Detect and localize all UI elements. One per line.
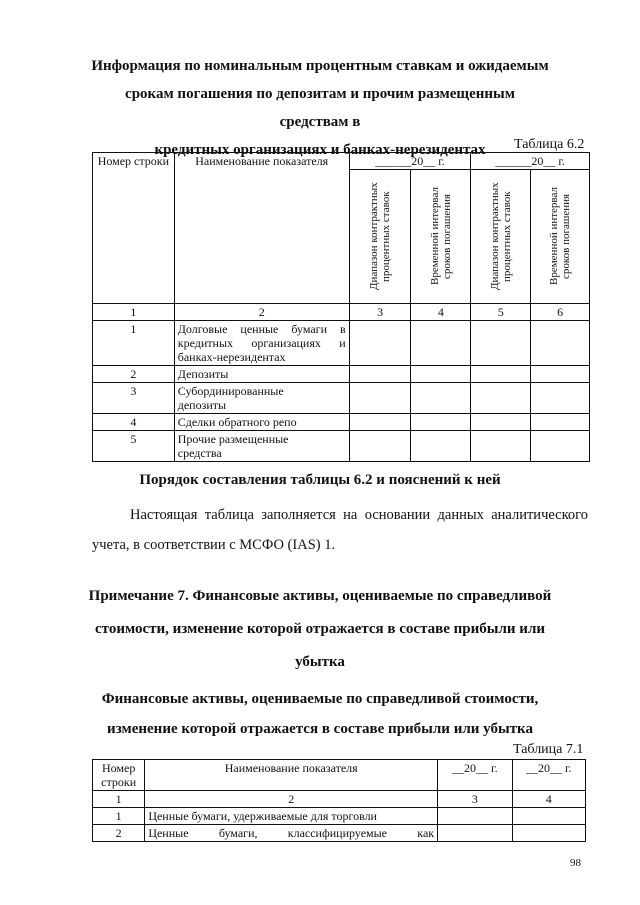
- row-name: Ценные бумаги, удерживаемые для торговли: [145, 808, 438, 825]
- header-year-1: __20__ г.: [438, 760, 512, 791]
- value-cell: [471, 383, 531, 414]
- value-cell: [349, 414, 411, 431]
- row-number: 4: [93, 414, 175, 431]
- row-number: 1: [93, 321, 175, 366]
- column-index-row: [93, 304, 590, 321]
- value-cell: [471, 431, 531, 462]
- title-line: срокам погашения по депозитам и прочим размещенным средствам в: [125, 86, 515, 130]
- column-index: 5: [471, 304, 531, 321]
- table-row: [93, 366, 590, 383]
- value-cell: [411, 414, 471, 431]
- header-rate-range-1: Диапазон контрактных процентных ставок: [349, 170, 411, 304]
- value-cell: [531, 431, 590, 462]
- title-line: Финансовые активы, оцениваемые по справедливой стоимости,: [101, 691, 539, 707]
- table-6-2-label: Таблица 6.2: [514, 137, 585, 152]
- header-indicator-name: Наименование показателя: [145, 760, 438, 791]
- table-row: [93, 431, 590, 462]
- table-row: [93, 383, 590, 414]
- body-paragraph-line: учета, в соответствии с МСФО (IAS) 1.: [92, 537, 336, 553]
- title-line: изменение которой отражается в составе прибыли или убытка: [107, 721, 533, 737]
- header-year-2: __20__ г.: [512, 760, 585, 791]
- note-7-title: [80, 580, 560, 679]
- header-year-2: ______20__ г.: [471, 153, 590, 170]
- row-number: 2: [93, 366, 175, 383]
- column-index: 3: [349, 304, 411, 321]
- body-paragraph-line: Настоящая таблица заполняется на основании данных аналитического: [130, 507, 588, 523]
- value-cell: [471, 366, 531, 383]
- header-row-number: Номер строки: [93, 153, 175, 304]
- row-number: 3: [93, 383, 175, 414]
- table-6-2-title: [90, 52, 550, 164]
- column-index: 1: [93, 304, 175, 321]
- value-cell: [531, 321, 590, 366]
- page-number: 98: [570, 857, 581, 869]
- row-name: Субординированные депозиты: [174, 383, 349, 414]
- value-cell: [349, 431, 411, 462]
- value-cell: [438, 825, 512, 842]
- value-cell: [531, 383, 590, 414]
- row-name: Ценные бумаги, классифицируемые как: [145, 825, 438, 842]
- row-name: Долговые ценные бумаги в кредитных организациях и банках-нерезидентах: [174, 321, 349, 366]
- value-cell: [349, 383, 411, 414]
- value-cell: [512, 825, 585, 842]
- column-index: 4: [411, 304, 471, 321]
- title-line: стоимости, изменение которой отражается в составе прибыли или: [94, 621, 545, 637]
- title-line: Примечание 7. Финансовые активы, оцениваемые по справедливой: [88, 588, 552, 604]
- table-6-2: [92, 152, 590, 462]
- value-cell: [411, 431, 471, 462]
- column-index: 6: [531, 304, 590, 321]
- column-index-row: [93, 791, 586, 808]
- header-maturity-interval-2: Временной интервал сроков погашения: [531, 170, 590, 304]
- table-7-1-label: Таблица 7.1: [513, 742, 584, 757]
- row-number: 1: [93, 808, 145, 825]
- value-cell: [512, 808, 585, 825]
- value-cell: [411, 366, 471, 383]
- header-year-1: ______20__ г.: [349, 153, 471, 170]
- table-6-2-instructions-title: Порядок составления таблицы 6.2 и пояснений к ней: [139, 472, 501, 488]
- value-cell: [411, 321, 471, 366]
- header-rate-range-2: Диапазон контрактных процентных ставок: [471, 170, 531, 304]
- column-index: 3: [438, 791, 512, 808]
- table-7-1: [92, 759, 586, 842]
- table-row: [93, 321, 590, 366]
- table-row: [93, 825, 586, 842]
- column-index: 2: [174, 304, 349, 321]
- row-number: 5: [93, 431, 175, 462]
- value-cell: [438, 808, 512, 825]
- column-index: 2: [145, 791, 438, 808]
- value-cell: [471, 414, 531, 431]
- table-7-1-title: [80, 684, 560, 744]
- title-line: Информация по номинальным процентным ставкам и ожидаемым: [91, 58, 549, 74]
- table-row: [93, 414, 590, 431]
- column-index: 4: [512, 791, 585, 808]
- row-name: Прочие размещенные средства: [174, 431, 349, 462]
- table-row: [93, 808, 586, 825]
- header-maturity-interval-1: Временной интервал сроков погашения: [411, 170, 471, 304]
- title-line: кредитных организациях и банках-нерезидентах: [154, 142, 486, 158]
- value-cell: [349, 366, 411, 383]
- title-line: убытка: [295, 654, 345, 670]
- value-cell: [471, 321, 531, 366]
- header-row-number: Номер строки: [93, 760, 145, 791]
- row-number: 2: [93, 825, 145, 842]
- value-cell: [349, 321, 411, 366]
- value-cell: [411, 383, 471, 414]
- value-cell: [531, 414, 590, 431]
- row-name: Депозиты: [174, 366, 349, 383]
- value-cell: [531, 366, 590, 383]
- row-name: Сделки обратного репо: [174, 414, 349, 431]
- column-index: 1: [93, 791, 145, 808]
- header-indicator-name: Наименование показателя: [174, 153, 349, 304]
